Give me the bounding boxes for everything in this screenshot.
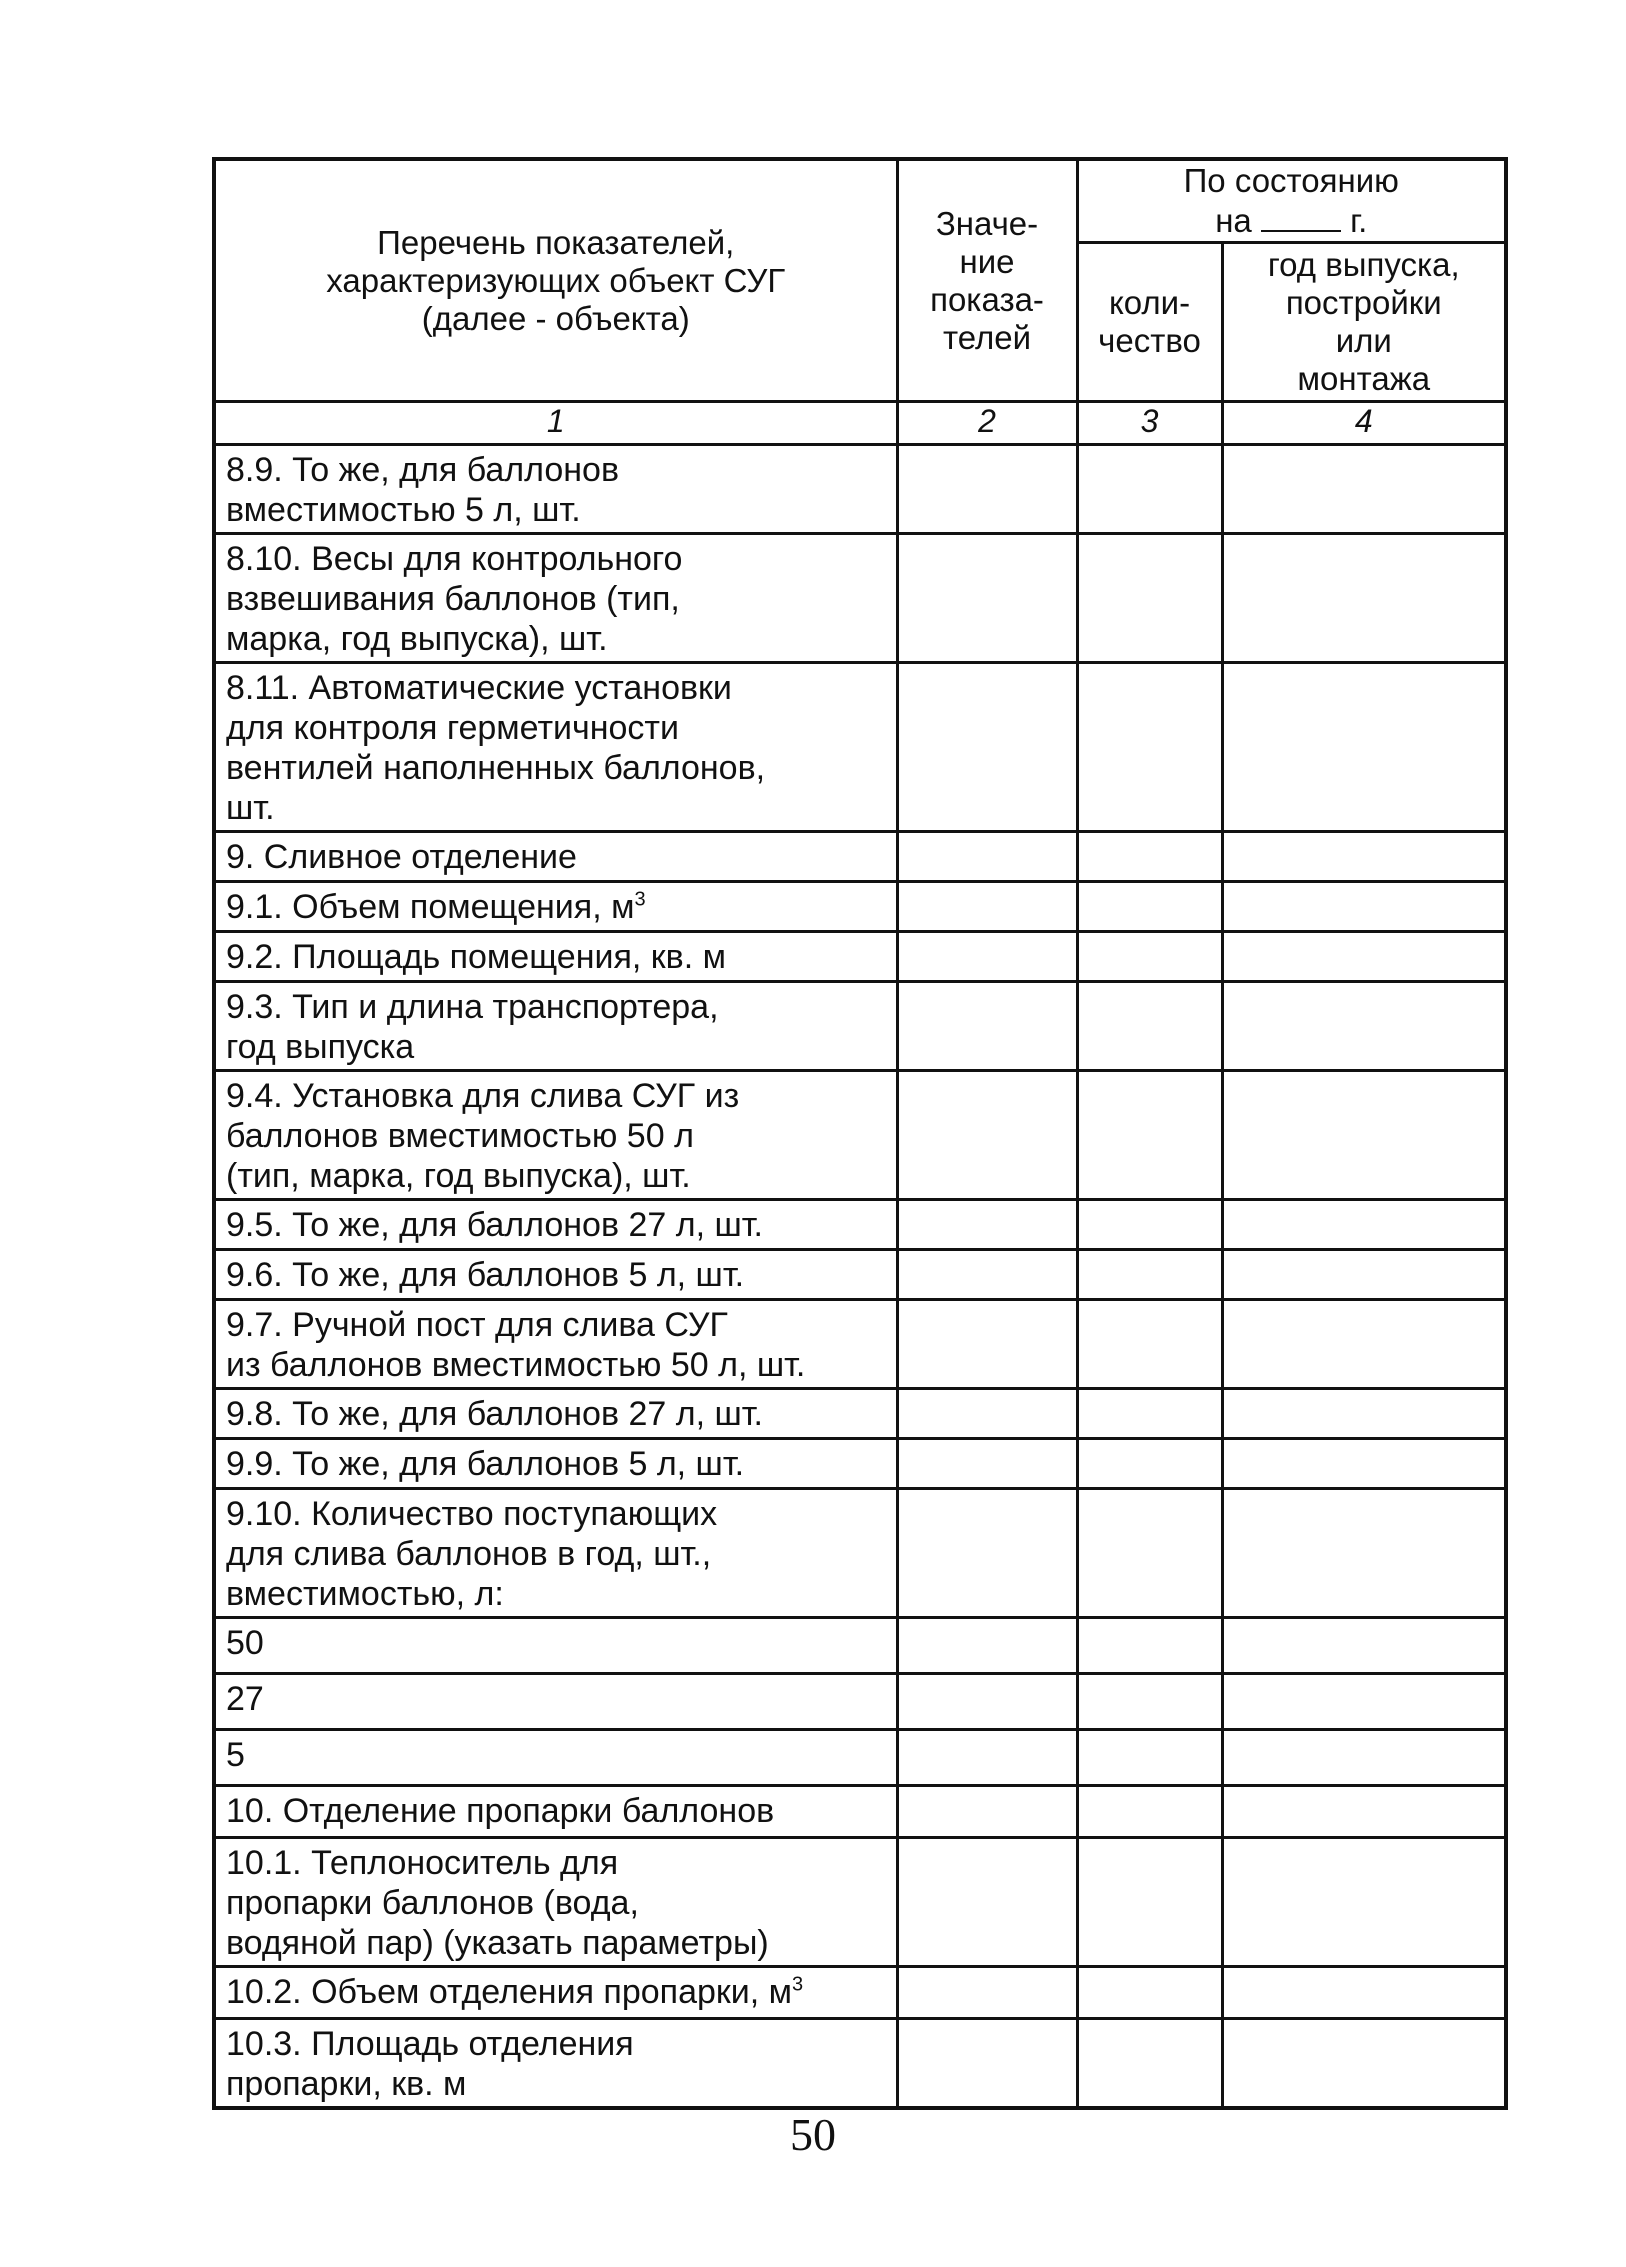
year-cell[interactable] (1222, 1439, 1506, 1489)
value-cell[interactable] (897, 1300, 1077, 1389)
quantity-cell[interactable] (1077, 832, 1222, 882)
value-cell[interactable] (897, 1439, 1077, 1489)
table-row (214, 1489, 1506, 1618)
section-heading-row (214, 1786, 1506, 1838)
year-cell[interactable] (1222, 1838, 1506, 1967)
value-cell[interactable] (897, 1786, 1077, 1838)
indicator-name: 9.4. Установка для слива СУГ из баллонов вместимостью 50 л (тип, марка, год выпуска), шт. (214, 1071, 897, 1200)
indicator-name: 10.3. Площадь отделения пропарки, кв. м (214, 2019, 897, 2109)
table-row (214, 1300, 1506, 1389)
year-cell[interactable] (1222, 982, 1506, 1071)
value-cell[interactable] (897, 2019, 1077, 2109)
value-cell[interactable] (897, 1838, 1077, 1967)
indicator-name: 9.10. Количество поступающих для слива баллонов в год, шт., вместимостью, л: (214, 1489, 897, 1618)
year-cell[interactable] (1222, 1300, 1506, 1389)
header-year-of-manufacture: год выпуска, постройки или монтажа (1222, 243, 1506, 402)
quantity-cell[interactable] (1077, 445, 1222, 534)
quantity-cell[interactable] (1077, 1439, 1222, 1489)
quantity-cell[interactable] (1077, 1300, 1222, 1389)
table-row (214, 663, 1506, 832)
table-row (214, 2019, 1506, 2109)
year-cell[interactable] (1222, 1967, 1506, 2019)
indicator-name: 9.3. Тип и длина транспортера, год выпуска (214, 982, 897, 1071)
value-cell[interactable] (897, 663, 1077, 832)
indicator-name: 9.6. То же, для баллонов 5 л, шт. (214, 1250, 897, 1300)
value-cell[interactable] (897, 1618, 1077, 1674)
year-cell[interactable] (1222, 2019, 1506, 2109)
quantity-cell[interactable] (1077, 982, 1222, 1071)
column-number: 4 (1222, 402, 1506, 445)
indicator-name: 8.10. Весы для контрольного взвешивания баллонов (тип, марка, год выпуска), шт. (214, 534, 897, 663)
section-heading: 10. Отделение пропарки баллонов (214, 1786, 897, 1838)
quantity-cell[interactable] (1077, 1618, 1222, 1674)
indicator-name: 50 (214, 1618, 897, 1674)
page-number: 50 (790, 2109, 836, 2160)
year-cell[interactable] (1222, 1389, 1506, 1439)
indicator-name: 27 (214, 1674, 897, 1730)
indicator-name: 10.1. Теплоноситель для пропарки баллонов (вода, водяной пар) (указать параметры) (214, 1838, 897, 1967)
quantity-cell[interactable] (1077, 1489, 1222, 1618)
quantity-cell[interactable] (1077, 1838, 1222, 1967)
quantity-cell[interactable] (1077, 1389, 1222, 1439)
indicator-name: 9.9. То же, для баллонов 5 л, шт. (214, 1439, 897, 1489)
year-cell[interactable] (1222, 663, 1506, 832)
year-cell[interactable] (1222, 1071, 1506, 1200)
column-number: 2 (897, 402, 1077, 445)
year-cell[interactable] (1222, 1200, 1506, 1250)
quantity-cell[interactable] (1077, 1967, 1222, 2019)
table-row (214, 1439, 1506, 1489)
year-cell[interactable] (1222, 1674, 1506, 1730)
indicator-name: 9.1. Объем помещения, $м^3$ (214, 882, 897, 932)
column-number: 3 (1077, 402, 1222, 445)
indicator-name: 8.9. То же, для баллонов вместимостью 5 л, шт. (214, 445, 897, 534)
value-cell[interactable] (897, 982, 1077, 1071)
table-row (214, 1200, 1506, 1250)
column-number: 1 (214, 402, 897, 445)
header-quantity: коли- чество (1077, 243, 1222, 402)
year-cell[interactable] (1222, 445, 1506, 534)
year-cell[interactable] (1222, 1786, 1506, 1838)
quantity-cell[interactable] (1077, 1200, 1222, 1250)
indicators-table (212, 157, 1508, 2110)
value-cell[interactable] (897, 1200, 1077, 1250)
year-cell[interactable] (1222, 1618, 1506, 1674)
section-heading-row (214, 832, 1506, 882)
year-cell[interactable] (1222, 534, 1506, 663)
quantity-cell[interactable] (1077, 1250, 1222, 1300)
table-row (214, 1967, 1506, 2019)
indicator-name: 5 (214, 1730, 897, 1786)
section-heading: 9. Сливное отделение (214, 832, 897, 882)
header-as-of-prefix: на (1215, 202, 1252, 239)
quantity-cell[interactable] (1077, 882, 1222, 932)
indicator-name: 9.7. Ручной пост для слива СУГ из баллонов вместимостью 50 л, шт. (214, 1300, 897, 1389)
value-cell[interactable] (897, 445, 1077, 534)
value-cell[interactable] (897, 832, 1077, 882)
year-cell[interactable] (1222, 832, 1506, 882)
header-as-of-label: По состоянию (1183, 162, 1399, 199)
value-cell[interactable] (897, 1967, 1077, 2019)
value-cell[interactable] (897, 1674, 1077, 1730)
quantity-cell[interactable] (1077, 663, 1222, 832)
table-row (214, 1838, 1506, 1967)
quantity-cell[interactable] (1077, 534, 1222, 663)
indicator-name: 8.11. Автоматические установки для контроля герметичности вентилей наполненных баллонов, шт. (214, 663, 897, 832)
value-cell[interactable] (897, 1489, 1077, 1618)
header-as-of-suffix: г. (1350, 202, 1368, 239)
value-cell[interactable] (897, 1071, 1077, 1200)
table-row (214, 1071, 1506, 1200)
year-cell[interactable] (1222, 932, 1506, 982)
year-cell[interactable] (1222, 1489, 1506, 1618)
value-cell[interactable] (897, 1389, 1077, 1439)
value-cell[interactable] (897, 932, 1077, 982)
year-cell[interactable] (1222, 882, 1506, 932)
quantity-cell[interactable] (1077, 932, 1222, 982)
indicator-name: 9.8. То же, для баллонов 27 л, шт. (214, 1389, 897, 1439)
value-cell[interactable] (897, 1730, 1077, 1786)
quantity-cell[interactable] (1077, 1071, 1222, 1200)
value-cell[interactable] (897, 534, 1077, 663)
indicator-name: 9.5. То же, для баллонов 27 л, шт. (214, 1200, 897, 1250)
table-row (214, 1618, 1506, 1674)
value-cell[interactable] (897, 882, 1077, 932)
quantity-cell[interactable] (1077, 2019, 1222, 2109)
header-indicator-value: Значе- ние показа- телей (897, 159, 1077, 402)
indicator-name: 10.2. Объем отделения пропарки, $м^3$ (214, 1967, 897, 2019)
table-row (214, 1250, 1506, 1300)
header-indicators-list: Перечень показателей, характеризующих объект СУГ (далее - объекта) (214, 159, 897, 402)
table-row (214, 982, 1506, 1071)
indicator-name: 9.2. Площадь помещения, кв. м (214, 932, 897, 982)
table-row (214, 1389, 1506, 1439)
date-blank-line (1261, 200, 1341, 232)
table-row (214, 932, 1506, 982)
table-row (214, 1730, 1506, 1786)
table-row (214, 445, 1506, 534)
column-numbers-row (214, 402, 1506, 445)
quantity-cell[interactable] (1077, 1674, 1222, 1730)
quantity-cell[interactable] (1077, 1730, 1222, 1786)
table-row (214, 882, 1506, 932)
header-as-of-date (1077, 159, 1506, 243)
year-cell[interactable] (1222, 1730, 1506, 1786)
table-row (214, 1674, 1506, 1730)
quantity-cell[interactable] (1077, 1786, 1222, 1838)
table-row (214, 534, 1506, 663)
year-cell[interactable] (1222, 1250, 1506, 1300)
value-cell[interactable] (897, 1250, 1077, 1300)
